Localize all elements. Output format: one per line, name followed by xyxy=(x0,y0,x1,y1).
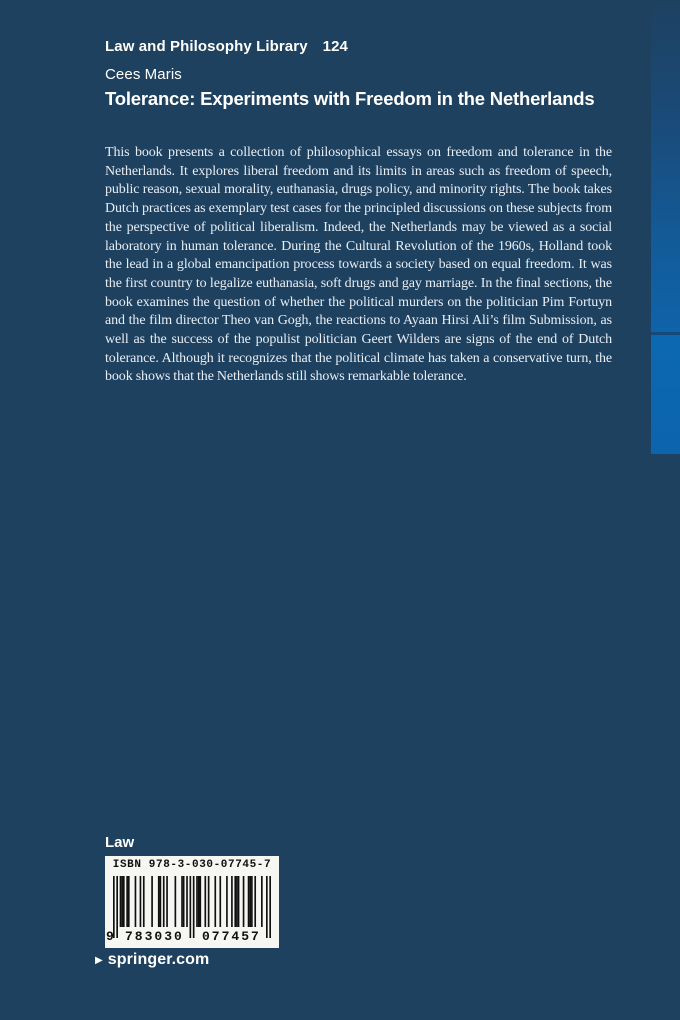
book-title: Tolerance: Experiments with Freedom in the Netherlands xyxy=(105,88,595,109)
publisher-line xyxy=(95,951,209,969)
publisher-website: springer.com xyxy=(107,951,210,968)
category-label: Law xyxy=(105,834,135,851)
arrow-icon: ▶ xyxy=(95,954,103,966)
barcode-digit-first: 9 xyxy=(106,929,116,944)
back-cover-blurb: This book presents a collection of philosophical essays on freedom and tolerance in the Netherlands. It explores liberal freedom and its limits in areas such as freedom of speech, public reason, sexual morality, euthanasia, drugs policy, and minority rights. The book takes Dutch practices as exemplary test cases for the principled discussions on these subjects from the perspective of political liberalism. Indeed, the Netherlands may be viewed as a social laboratory in human tolerance. During the Cultural Revolution of the 1960s, Holland took the lead in a global emancipation process towards a society based on equal freedom. It was the first country to legalize euthanasia, soft drugs and gay marriage. In the final sections, the book examines the question of whether the political murders on the politician Pim Fortuyn and the film director Theo van Gogh, the reactions to Ayaan Hirsi Ali’s film Submission, as well as the success of the populist politician Geert Wilders are signs of the end of Dutch tolerance. Although it recognizes that the political climate has taken a conservative turn, the book shows that the Netherlands still shows remarkable tolerance. xyxy=(105,145,612,385)
series-number: 124 xyxy=(322,38,348,55)
series-name: Law and Philosophy Library xyxy=(105,38,308,55)
barcode-digits xyxy=(105,929,279,946)
accent-stripe-top xyxy=(651,0,680,332)
series-line xyxy=(105,38,348,55)
accent-stripe-bottom xyxy=(651,335,680,454)
barcode-digit-left-group: 783030 xyxy=(125,929,184,944)
barcode-digit-right-group: 077457 xyxy=(202,929,261,944)
author-name: Cees Maris xyxy=(105,66,182,83)
isbn-number: ISBN 978-3-030-07745-7 xyxy=(112,859,272,871)
isbn-barcode xyxy=(105,856,279,948)
cover-content xyxy=(95,0,615,1020)
